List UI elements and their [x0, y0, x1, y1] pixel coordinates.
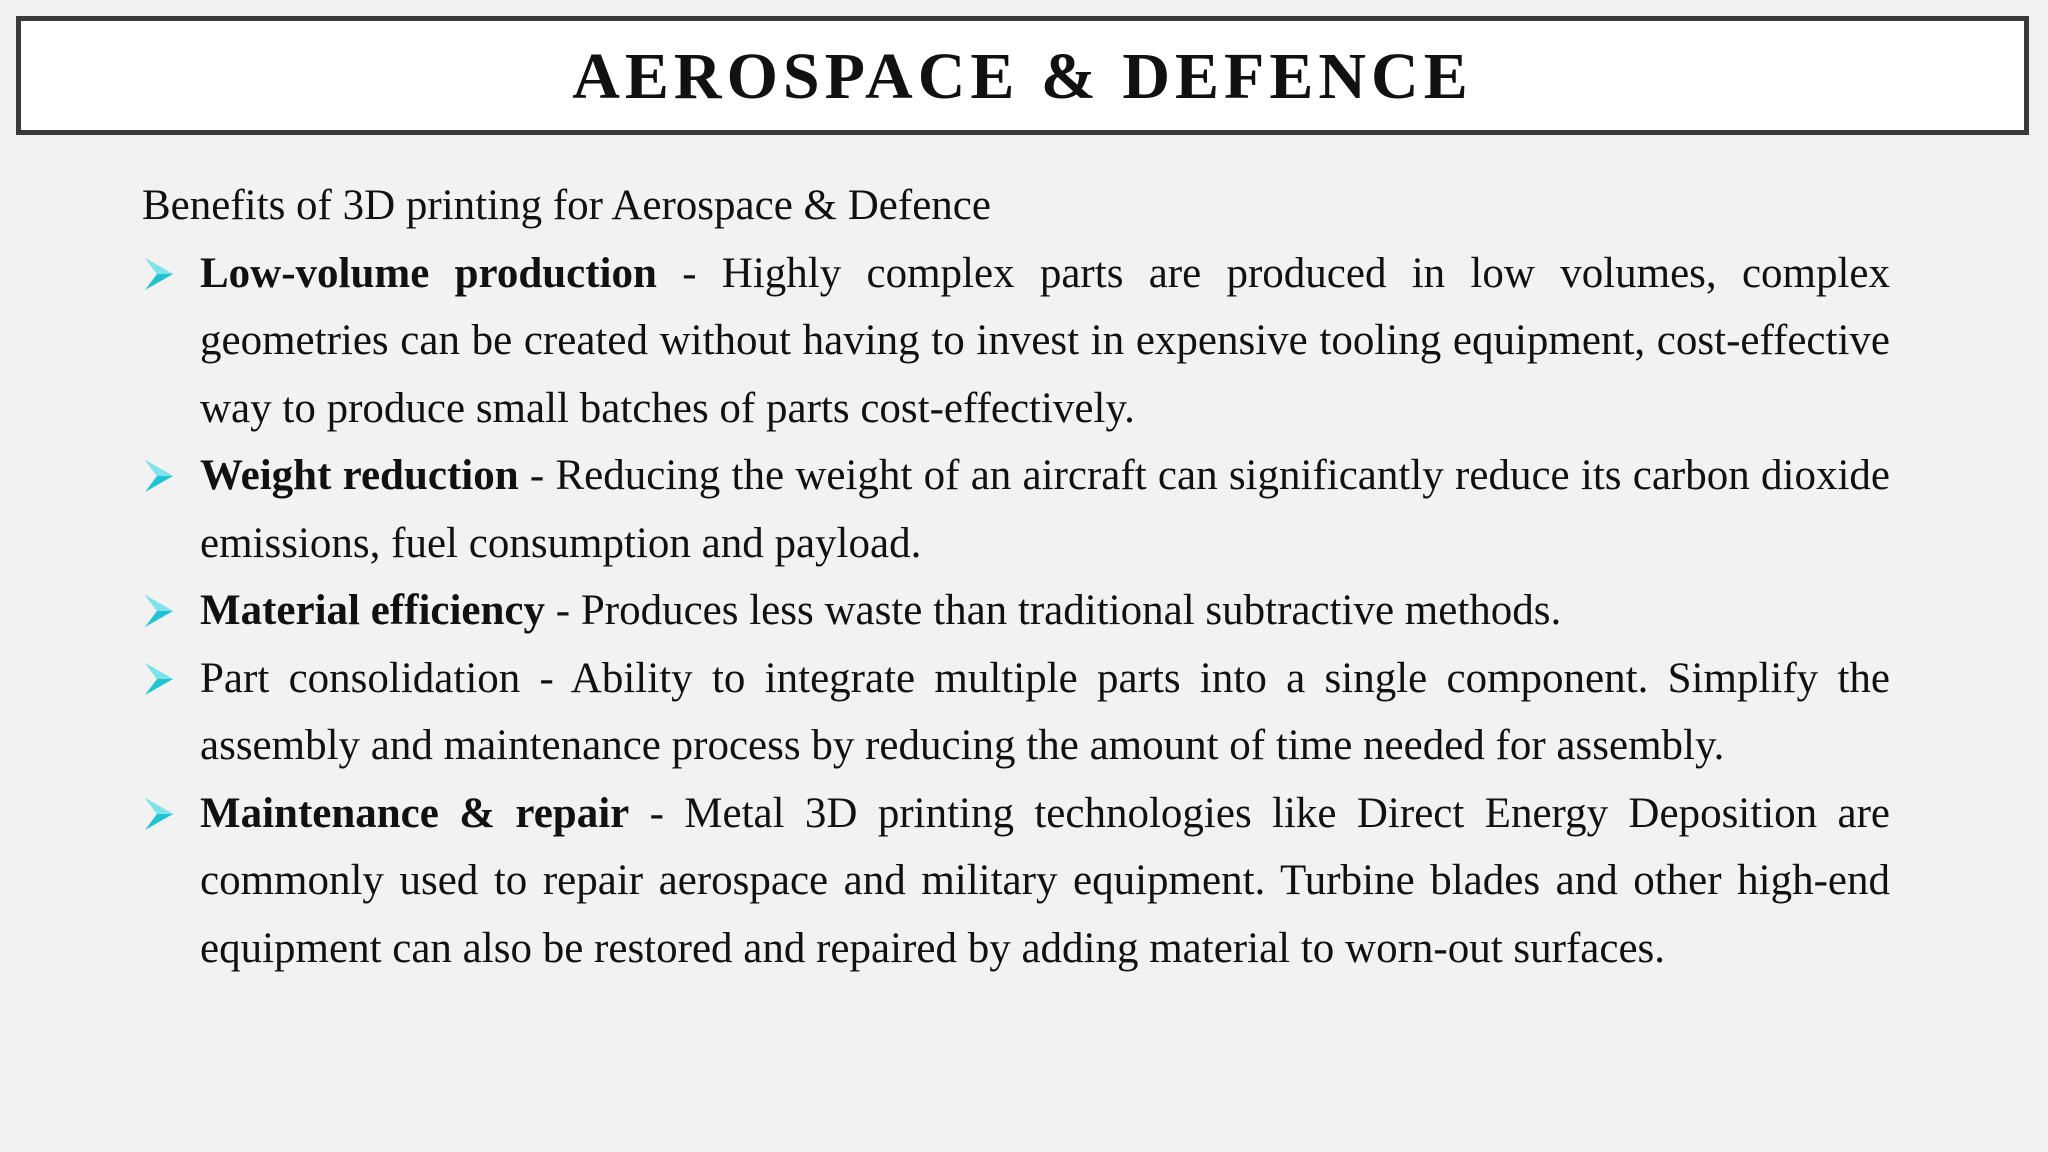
benefits-list	[142, 240, 1890, 983]
arrow-bullet-icon	[144, 594, 174, 628]
arrow-bullet-icon	[144, 459, 174, 493]
bullet-term: Material efficiency	[200, 587, 546, 634]
bullet-part-consolidation	[142, 645, 1890, 780]
bullet-term: Low-volume production	[200, 249, 657, 297]
bullet-text: - Produces less waste than traditional subtractive methods.	[545, 587, 1562, 634]
bullet-maintenance-repair	[142, 780, 1890, 983]
bullet-text: - Highly complex parts are produced in low volumes, complex geometries can be created without having to invest in expensive tooling equipment, cost-effective way to produce small batches of parts cost-effectively.	[200, 249, 1891, 432]
title-box	[16, 16, 2029, 135]
bullet-text: - Metal 3D printing technologies like Direct Energy Deposition are commonly used to repair aerospace and military equipment. Turbine blades and other high-end equipment can also be restored and repaired by adding material to worn-out surfaces.	[200, 789, 1890, 972]
slide-content	[142, 172, 1890, 982]
bullet-weight-reduction	[142, 442, 1890, 577]
bullet-term: Weight reduction	[200, 452, 519, 499]
arrow-bullet-icon	[144, 797, 174, 831]
bullet-text: - Reducing the weight of an aircraft can significantly reduce its carbon dioxide emissions, fuel consumption and payload.	[200, 452, 1890, 567]
intro-text: Benefits of 3D printing for Aerospace & Defence	[142, 182, 991, 229]
bullet-term: Maintenance & repair	[200, 789, 630, 837]
arrow-bullet-icon	[144, 662, 174, 696]
page-title: AEROSPACE & DEFENCE	[572, 39, 1473, 113]
bullet-low-volume-production	[142, 240, 1890, 443]
bullet-material-efficiency	[142, 577, 1890, 645]
arrow-bullet-icon	[144, 257, 174, 291]
bullet-text: Part consolidation - Ability to integrate multiple parts into a single component. Simplify the assembly and maintenance process by reducing the amount of time needed for assembly.	[200, 654, 1890, 769]
